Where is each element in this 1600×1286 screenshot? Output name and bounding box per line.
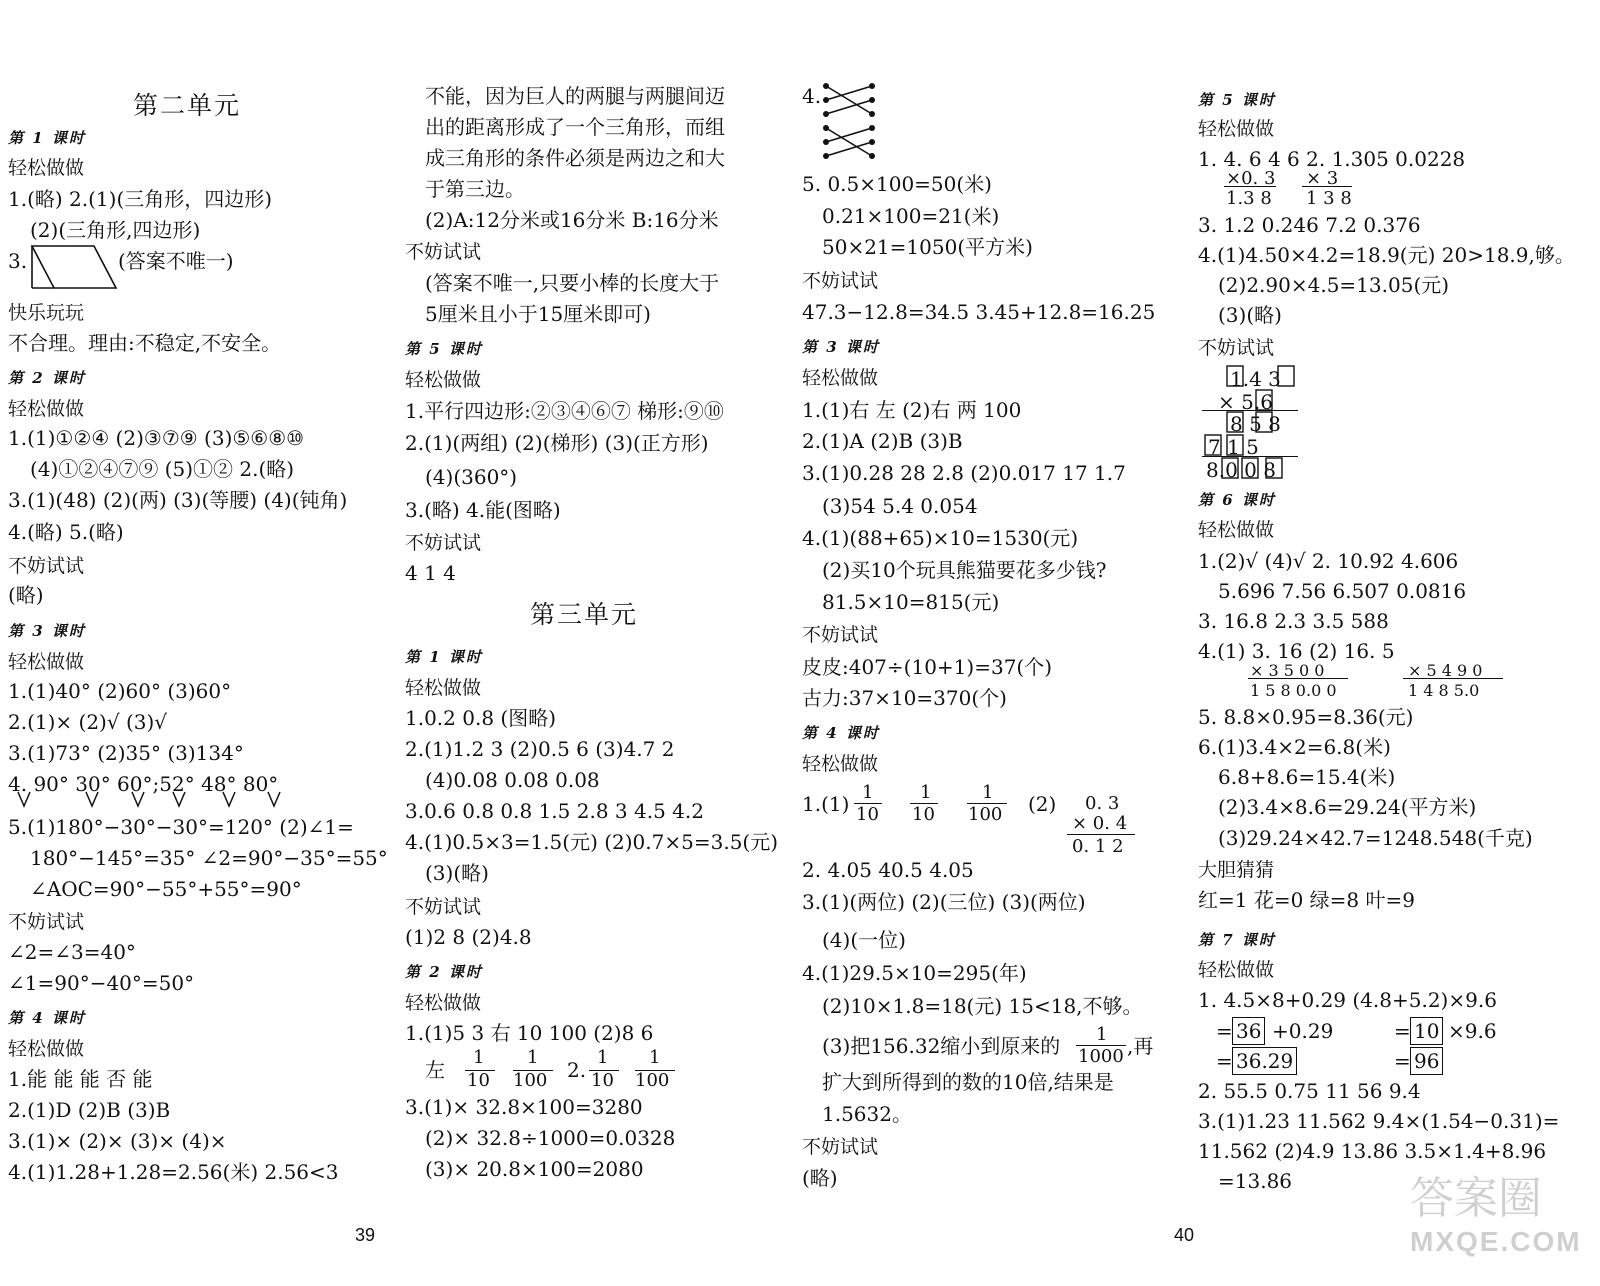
step1a-rest: +0.29 (1272, 1019, 1334, 1043)
step1a-eq: = (1216, 1019, 1233, 1043)
col3-line: 3.(1)0.28 28 2.8 (2)0.017 17 1.7 (802, 461, 1126, 485)
unit-title: 第二单元 (133, 91, 242, 120)
frac-1-10-a-den: 10 (467, 1070, 490, 1091)
col2-line: 不妨试试 (405, 241, 482, 263)
parallelogram-figure (30, 244, 120, 292)
col3-line: 皮皮:407÷(10+1)=37(个) (802, 655, 1053, 679)
col2-line: 2.(1)(两组) (2)(梯形) (3)(正方形) (405, 431, 709, 455)
col4-line: 红=1 花=0 绿=8 叶=9 (1198, 888, 1416, 912)
col1-line: 4.(1)1.28+1.28=2.56(米) 2.56<3 (8, 1160, 339, 1184)
col2-line: 不妨试试 (405, 532, 482, 554)
col4-line: 第 5 课时 (1198, 91, 1276, 109)
page-number-right: 40 (1174, 1225, 1195, 1245)
col3-line: (2)买10个玩具熊猫要花多少钱? (822, 558, 1107, 582)
frac-num: 1 (920, 782, 932, 803)
step2a-rest: ×9.6 (1448, 1019, 1497, 1043)
dot-matching-figure (820, 80, 880, 162)
col1-line: 180°−145°=35° ∠2=90°−35°=55° (30, 846, 388, 870)
step2b-box: 96 (1410, 1047, 1443, 1075)
mult1-c: 1.3 8 (1226, 188, 1272, 209)
col4-line: 3. 1.2 0.246 7.2 0.376 (1198, 213, 1421, 237)
col2-line: (1)2 8 (2)4.8 (405, 925, 532, 949)
col2-line: 第 1 课时 (405, 648, 483, 666)
col1-line: 1.(1)40° (2)60° (3)60° (8, 679, 232, 703)
col1-line: 1.(略) 2.(1)(三角形，四边形) (8, 187, 273, 211)
col3-line: (3)把156.32缩小到原来的 (822, 1034, 1061, 1058)
col4-line: =13.86 (1218, 1169, 1293, 1193)
left-word: 左 (425, 1058, 445, 1082)
col2-line: 出的距离形成了一个三角形，而组 (425, 115, 725, 139)
col2-line: 轻松做做 (405, 677, 482, 699)
col4-line: 不妨试试 (1198, 337, 1275, 359)
col4-line: 大胆猜猜 (1198, 859, 1275, 881)
step1b-eq: = (1216, 1049, 1233, 1073)
col1-line: 轻松做做 (8, 398, 85, 420)
col1-line: (4)①②④⑦⑨ (5)①② 2.(略) (30, 457, 295, 481)
col1-line: 4. 90° 30° 60°;52° 48° 80° (8, 772, 279, 796)
col1-line: 3. (8, 249, 28, 273)
col4-line: 11.562 (2)4.9 13.86 3.5×1.4+8.96 (1198, 1139, 1547, 1163)
mult1-b: ×0. 3 (1226, 168, 1276, 189)
step1b-box: 36.29 (1232, 1047, 1297, 1075)
col3-line: 2.(1)A (2)B (3)B (802, 429, 963, 453)
step1a-box: 36 (1232, 1017, 1265, 1045)
col2-line: (答案不唯一,只要小棒的长度大于 (425, 271, 720, 295)
col2-line: 2.(1)1.2 3 (2)0.5 6 (3)4.7 2 (405, 737, 675, 761)
puzzle-row-2: × 5.6 (1218, 390, 1273, 414)
col1-line: (略) (8, 583, 44, 607)
col3-line: 1.(1)右 左 (2)右 两 100 (802, 398, 1022, 422)
frac-1-100-b-num: 1 (649, 1047, 661, 1068)
puzzle-boxes (1198, 362, 1308, 486)
puzzle-row-4: 7 1 5 (1208, 435, 1259, 459)
col4-line: 4.(1)4.50×4.2=18.9(元) 20>18.9,够。 (1198, 243, 1575, 267)
col1-line: 快乐玩玩 (8, 302, 85, 324)
mult3-c: 1 5 8 0.0 0 (1250, 681, 1337, 700)
col3-line: 4.(1)(88+65)×10=1530(元) (802, 526, 1079, 550)
puzzle-row-5: 8.0 0 8 (1206, 458, 1276, 482)
col4-line: 轻松做做 (1198, 959, 1275, 981)
col4-line: 3. 16.8 2.3 3.5 588 (1198, 609, 1389, 633)
frac-1-10-a-num: 1 (473, 1047, 485, 1068)
col1-line: (2)(三角形,四边形) (30, 218, 201, 242)
mult2-b: × 3 (1306, 168, 1339, 189)
col4-line: 轻松做做 (1198, 118, 1275, 140)
frac-1-100-a-num: 1 (527, 1047, 539, 1068)
angle-check-marks (8, 790, 308, 810)
col1-line: 2.(1)D (2)B (3)B (8, 1098, 171, 1122)
mult-mid: × 0. 4 (1072, 813, 1128, 834)
right-page (790, 0, 1600, 1286)
col1-line: ∠2=∠3=40° (8, 940, 136, 964)
col2-line: (3)× 20.8×100=2080 (425, 1157, 644, 1181)
col1-line: 轻松做做 (8, 157, 85, 179)
col3-line: 不妨试试 (802, 624, 879, 646)
col1-line: 第 2 课时 (8, 369, 86, 387)
col1-line: 3.(1)(48) (2)(两) (3)(等腰) (4)(钝角) (8, 488, 348, 512)
col3-line: ,再 (1127, 1034, 1154, 1058)
col2-line: (2)A:12分米或16分米 B:16分米 (425, 208, 719, 232)
col4-line: (2)2.90×4.5=13.05(元) (1218, 273, 1450, 297)
col2-line: (4)(360°) (425, 465, 518, 489)
col2-line: 第 5 课时 (405, 340, 483, 358)
col4-line: 轻松做做 (1198, 519, 1275, 541)
col3-line: 81.5×10=815(元) (822, 590, 1000, 614)
frac-1-10-b-den: 10 (591, 1070, 614, 1091)
col4-line: 6.(1)3.4×2=6.8(米) (1198, 735, 1391, 759)
col3-line: (略) (802, 1166, 838, 1190)
col3-line: 第 4 课时 (802, 724, 880, 742)
col4-line: (2)3.4×8.6=29.24(平方米) (1218, 795, 1477, 819)
mult2-c: 1 3 8 (1306, 188, 1352, 209)
col1-line: 1.(1)①②④ (2)③⑦⑨ (3)⑤⑥⑧⑩ (8, 426, 305, 450)
col1-line: 5.(1)180°−30°−30°=120° (2)∠1= (8, 815, 354, 839)
col2-line: 4.(1)0.5×3=1.5(元) (2)0.7×5=3.5(元) (405, 830, 779, 854)
col2-line: 成三角形的条件必须是两边之和大 (425, 146, 725, 170)
watermark-logo: 答案圈 (1410, 1173, 1542, 1224)
col3-line: 第 3 课时 (802, 338, 880, 356)
page-number-left: 39 (355, 1225, 376, 1245)
puzzle-row-1: 1.4 3 (1230, 367, 1281, 391)
column-1 (8, 0, 398, 1200)
frac-den-1000: 1000 (1078, 1046, 1124, 1067)
col3-line: 轻松做做 (802, 753, 879, 775)
col1-line: 3.(1)73° (2)35° (3)134° (8, 741, 244, 765)
step2a-box: 10 (1410, 1017, 1443, 1045)
col4-line: 3.(1)1.23 11.562 9.4×(1.54−0.31)= (1198, 1109, 1560, 1133)
col2-line: 4 1 4 (405, 561, 456, 585)
col3-line: 不妨试试 (802, 1136, 879, 1158)
col1-line: 轻松做做 (8, 1038, 85, 1060)
frac-den: 10 (912, 804, 935, 825)
col3-line: 4.(1)29.5×10=295(年) (802, 961, 1027, 985)
col4-line: 1.(2)√ (4)√ 2. 10.92 4.606 (1198, 549, 1459, 573)
col1-line: 不妨试试 (8, 911, 85, 933)
col3-line: 4. (802, 84, 822, 108)
item-1-label: 1.(1) (802, 792, 850, 816)
col2-line: 轻松做做 (405, 992, 482, 1014)
col1-line: 不妨试试 (8, 555, 85, 577)
col1-line: ∠1=90°−40°=50° (8, 971, 195, 995)
col2-line: 第 2 课时 (405, 963, 483, 981)
mult4-c: 1 4 8 5.0 (1408, 681, 1480, 700)
col1-line: 第 3 课时 (8, 622, 86, 640)
col2-line: 3.(1)× 32.8×100=3280 (405, 1095, 643, 1119)
col3-line: 2. 4.05 40.5 4.05 (802, 858, 974, 882)
col3-line: (3)54 5.4 0.054 (822, 494, 978, 518)
col2-line: (4)0.08 0.08 0.08 (425, 768, 600, 792)
frac-num: 1 (862, 782, 874, 803)
col3-line: 50×21=1050(平方米) (822, 235, 1033, 259)
col2-line: (3)(略) (425, 861, 489, 885)
col1-line: 1.能 能 能 否 能 (8, 1067, 153, 1091)
column-2 (405, 0, 795, 1200)
mult-result: 0. 1 2 (1072, 836, 1124, 857)
col4-line: (3)29.24×42.7=1248.548(千克) (1218, 826, 1533, 850)
col3-line: 1.5632。 (822, 1102, 912, 1126)
col1-line: ∠AOC=90°−55°+55°=90° (30, 877, 302, 901)
col1-line: 第 1 课时 (8, 129, 86, 147)
col3-line: 古力:37×10=370(个) (802, 686, 1007, 710)
column-4 (1198, 0, 1598, 1200)
col1-line: (答案不唯一) (118, 249, 234, 273)
frac-1-100-b-den: 100 (635, 1070, 670, 1091)
step2b-eq: = (1394, 1049, 1411, 1073)
col2-line: 5厘米且小于15厘米即可) (425, 302, 651, 326)
frac-num: 1 (1096, 1024, 1108, 1045)
col4-line: 1. 4. 6 4 6 2. 1.305 0.0228 (1198, 147, 1466, 171)
col2-line: 不妨试试 (405, 896, 482, 918)
col1-line: 4.(略) 5.(略) (8, 520, 124, 544)
frac-1-10-b-num: 1 (597, 1047, 609, 1068)
col2-line: 轻松做做 (405, 369, 482, 391)
col4-line: 5.696 7.56 6.507 0.0816 (1218, 579, 1467, 603)
step2a-eq: = (1394, 1019, 1411, 1043)
col2-line: 1.(1)5 3 右 10 100 (2)8 6 (405, 1021, 654, 1045)
col4-line: 6.8+8.6=15.4(米) (1218, 765, 1396, 789)
col1-line: 3.(1)× (2)× (3)× (4)× (8, 1129, 227, 1153)
left-page (0, 0, 790, 1286)
col3-line: 47.3−12.8=34.5 3.45+12.8=16.25 (802, 300, 1156, 324)
column-3 (802, 0, 1192, 1200)
puzzle-row-3: 8 5 8 (1230, 412, 1281, 436)
mult3-b: × 3 5 0 0 (1250, 661, 1325, 680)
col4-line: 第 7 课时 (1198, 931, 1276, 949)
col3-line: (2)10×1.8=18(元) 15<18,不够。 (822, 994, 1143, 1018)
col3-line: 0.21×100=21(米) (822, 204, 1000, 228)
frac-1-100-a-den: 100 (513, 1070, 548, 1091)
col3-line: 扩大到所得到的数的10倍,结果是 (822, 1070, 1114, 1094)
col4-line: 1. 4.5×8+0.29 (4.8+5.2)×9.6 (1198, 988, 1497, 1012)
col2-line: 3.(略) 4.能(图略) (405, 498, 561, 522)
col4-line: 5. 8.8×0.95=8.36(元) (1198, 705, 1414, 729)
col2-line: 于第三边。 (425, 177, 525, 201)
watermark-url: MXQE.COM (1410, 1226, 1582, 1257)
col2-line: (2)× 32.8÷1000=0.0328 (425, 1126, 676, 1150)
col1-line: 第 4 课时 (8, 1009, 86, 1027)
col2-line: 不能，因为巨人的两腿与两腿间迈 (425, 84, 725, 108)
col3-line: 5. 0.5×100=50(米) (802, 172, 992, 196)
col2-line: 3.0.6 0.8 0.8 1.5 2.8 3 4.5 4.2 (405, 799, 704, 823)
col2-line: 1.平行四边形:②③④⑥⑦ 梯形:⑨⑩ (405, 399, 724, 423)
col4-line: (3)(略) (1218, 303, 1282, 327)
col3-line: 3.(1)(两位) (2)(三位) (3)(两位) (802, 890, 1086, 914)
mult4-b: × 5 4 9 0 (1408, 661, 1483, 680)
col4-line: 4.(1) 3. 16 (2) 16. 5 (1198, 639, 1395, 663)
col1-line: 2.(1)× (2)√ (3)√ (8, 710, 168, 734)
frac-den: 10 (856, 804, 879, 825)
unit-title-3: 第三单元 (530, 600, 639, 629)
col1-line: 轻松做做 (8, 651, 85, 673)
col3-line: 不妨试试 (802, 270, 879, 292)
col3-line: (4)(一位) (822, 928, 906, 952)
col1-line: 不合理。理由:不稳定,不安全。 (8, 331, 282, 355)
col4-line: 2. 55.5 0.75 11 56 9.4 (1198, 1079, 1421, 1103)
col4-line: 第 6 课时 (1198, 491, 1276, 509)
item-2-label: 2. (567, 1058, 587, 1082)
mult-top: 0. 3 (1085, 793, 1120, 814)
col2-line: 1.0.2 0.8 (图略) (405, 706, 557, 730)
frac-den: 100 (968, 804, 1003, 825)
frac-num: 1 (982, 782, 994, 803)
col3-line: 轻松做做 (802, 367, 879, 389)
sub-2-label: (2) (1028, 792, 1057, 816)
